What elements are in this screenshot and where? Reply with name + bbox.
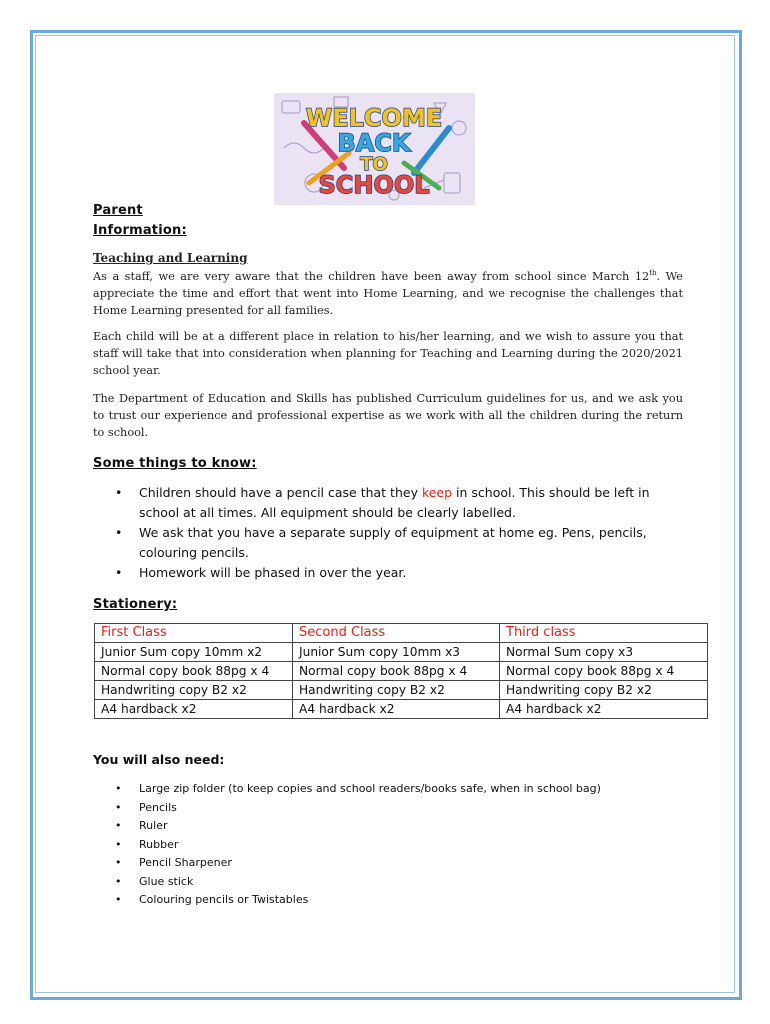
table-row [95, 662, 708, 681]
teaching-paragraph-3: The Department of Education and Skills has published Curriculum guidelines for us, and we ask you to trust our experience and professional expertise as we work with all the children during the return to school. [93, 392, 683, 439]
list-item: • Homework will be phased in over the year. [115, 565, 407, 580]
table-cell: Handwriting copy B2 x2 [500, 681, 708, 700]
table-cell: Junior Sum copy 10mm x3 [293, 643, 500, 662]
banner-word-to: TO [360, 154, 388, 175]
list-item: • Pencils [115, 800, 177, 814]
table-cell: Normal copy book 88pg x 4 [95, 662, 293, 681]
welcome-back-banner [274, 93, 475, 205]
also-need-list [93, 780, 693, 910]
list-item: • Large zip folder (to keep copies and school readers/books safe, when in school bag) [115, 782, 601, 795]
list-item: • Pencil Sharpener [115, 856, 232, 869]
header-second-class: Second Class [293, 624, 500, 643]
list-item: • Children should have a pencil case that they keep in school. This should be left in school at all times. All equipment should be clearly labelled. [115, 485, 650, 520]
teaching-paragraph-1: As a staff, we are very aware that the children have been away from school since March 12th. We appreciate the time and effort that went into Home Learning, and we recognise the challenges that Home Learning presented for all families. [93, 269, 683, 317]
table-cell: Normal copy book 88pg x 4 [500, 662, 708, 681]
list-item: • Colouring pencils or Twistables [115, 893, 309, 906]
table-cell: A4 hardback x2 [500, 700, 708, 719]
table-cell: A4 hardback x2 [95, 700, 293, 719]
banner-word-welcome: WELCOME [305, 104, 443, 132]
banner-word-school: SCHOOL [318, 171, 430, 199]
stationery-table [94, 623, 708, 719]
keep-emphasis: keep [421, 485, 453, 500]
teaching-title: Teaching and Learning [93, 251, 248, 265]
table-cell: Handwriting copy B2 x2 [293, 681, 500, 700]
list-item: • Rubber [115, 837, 179, 851]
also-need-title: You will also need: [93, 752, 225, 767]
table-header-row [95, 624, 708, 643]
table-cell: Normal Sum copy x3 [500, 643, 708, 662]
table-cell: Junior Sum copy 10mm x2 [95, 643, 293, 662]
table-row [95, 700, 708, 719]
things-list [93, 483, 693, 583]
teaching-paragraph-2: Each child will be at a different place in relation to his/her learning, and we wish to assure you that staff will take that into consideration when planning for Teaching and Learning during the 2020/2021 school year. [93, 330, 683, 377]
list-item: • Ruler [115, 819, 168, 832]
stationery-title: Stationery: [93, 597, 178, 612]
table-cell: Handwriting copy B2 x2 [95, 681, 293, 700]
banner-word-back: BACK [337, 129, 411, 157]
things-title: Some things to know: [93, 456, 257, 471]
table-cell: Normal copy book 88pg x 4 [293, 662, 500, 681]
list-item: • We ask that you have a separate supply of equipment at home eg. Pens, pencils, colouring pencils. [115, 525, 647, 560]
list-item: • Glue stick [115, 874, 194, 888]
table-row [95, 643, 708, 662]
parent-heading: Parent [93, 203, 143, 218]
header-first-class: First Class [95, 624, 293, 643]
information-heading: Information: [93, 223, 187, 238]
header-third-class: Third class [500, 624, 708, 643]
table-row [95, 681, 708, 700]
table-cell: A4 hardback x2 [293, 700, 500, 719]
